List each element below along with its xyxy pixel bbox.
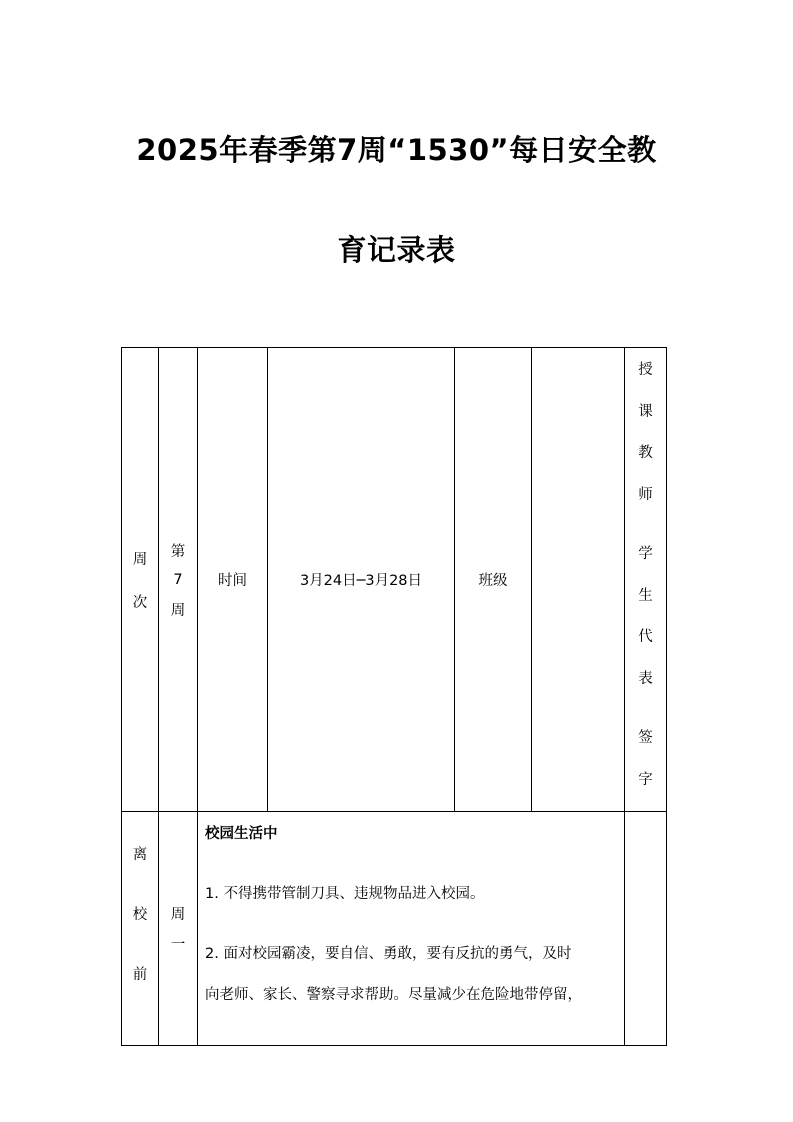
section-heading: 校园生活中	[205, 826, 278, 842]
content-item: 1. 不得携带管制刀具、违规物品进入校园。	[205, 886, 485, 902]
safety-record-table	[121, 347, 667, 1046]
class-value-cell	[532, 348, 625, 812]
week-value-char: 7	[173, 571, 183, 588]
signature-label-char: 课	[638, 403, 653, 420]
signature-cell	[625, 812, 667, 1046]
period-cell	[122, 812, 159, 1046]
day-cell	[159, 812, 198, 1046]
content-item: 2. 面对校园霸凌，要自信、勇敢，要有反抗的勇气，及时	[205, 946, 572, 962]
week-label-cell	[122, 348, 159, 812]
document-title-line-1: 2025年春季第7周“1530”每日安全教	[136, 133, 657, 167]
signature-label-char: 授	[638, 362, 653, 378]
signature-label-char: 签	[638, 730, 653, 746]
week-value-char: 周	[170, 602, 186, 619]
document-title-line-2: 育记录表	[337, 233, 456, 267]
class-label-cell: 班级	[455, 348, 532, 812]
signature-label-char: 学	[638, 546, 653, 562]
signature-label-char: 表	[638, 670, 653, 687]
period-char: 校	[132, 906, 148, 923]
day-char: 周	[170, 906, 186, 923]
week-label-char: 周	[132, 551, 148, 568]
week-label-char: 次	[132, 594, 148, 611]
content-row	[122, 812, 667, 1046]
time-value-cell: 3月24日─3月28日	[268, 348, 455, 812]
signature-label-char: 代	[638, 629, 653, 645]
signature-label-char: 师	[638, 486, 653, 503]
content-cell	[198, 812, 625, 1046]
signature-label-char: 教	[638, 445, 653, 461]
signature-label-char: 字	[638, 771, 653, 788]
signature-label-cell	[625, 348, 667, 812]
week-value-cell	[159, 348, 198, 812]
content-item: 向老师、家长、警察寻求帮助。尽量减少在危险地带停留，	[205, 987, 582, 1003]
period-char: 前	[132, 966, 148, 983]
day-char: 一	[170, 936, 186, 953]
signature-label-char: 生	[638, 587, 653, 604]
period-char: 离	[132, 846, 148, 863]
time-label-cell: 时间	[198, 348, 268, 812]
header-row	[122, 348, 667, 812]
week-value-char: 第	[170, 543, 186, 560]
